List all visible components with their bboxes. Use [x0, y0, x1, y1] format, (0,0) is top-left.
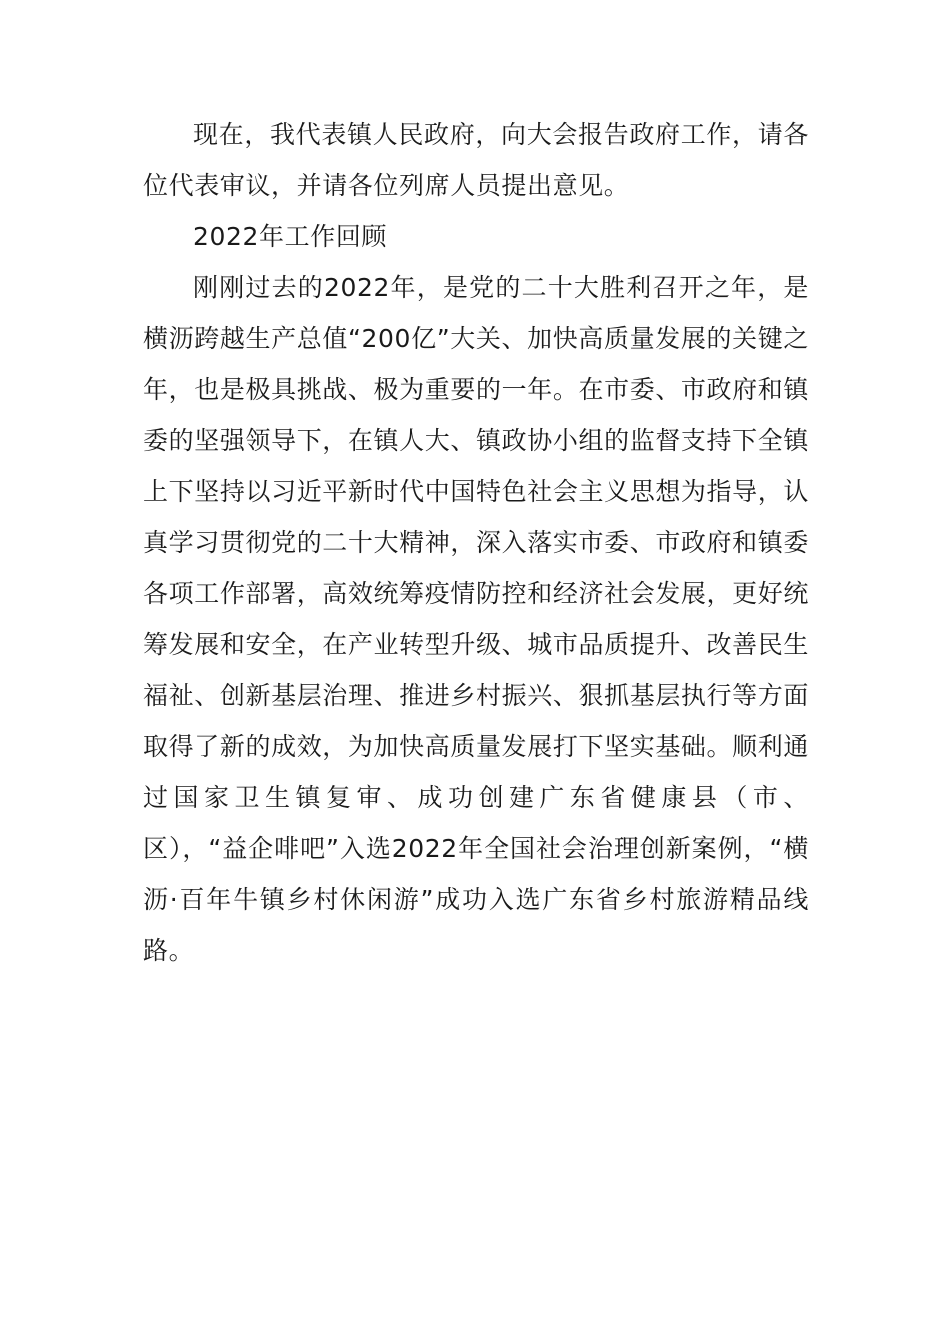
document-body [143, 109, 809, 976]
paragraph-review: 刚刚过去的2022年，是党的二十大胜利召开之年，是横沥跨越生产总值“200亿”大关、加快高质量发展的关键之年，也是极具挑战、极为重要的一年。在市委、市政府和镇委的坚强领导下，在镇人大、镇政协小组的监督支持下全镇上下坚持以习近平新时代中国特色社会主义思想为指导，认真学习贯彻党的二十大精神，深入落实市委、市政府和镇委各项工作部署，高效统筹疫情防控和经济社会发展，更好统筹发展和安全，在产业转型升级、城市品质提升、改善民生福祉、创新基层治理、推进乡村振兴、狠抓基层执行等方面取得了新的成效，为加快高质量发展打下坚实基础。顺利通过国家卫生镇复审、成功创建广东省健康县（市、区），“益企啡吧”入选2022年全国社会治理创新案例，“横沥·百年牛镇乡村休闲游”成功入选广东省乡村旅游精品线路。 [143, 273, 809, 965]
paragraph-intro: 现在，我代表镇人民政府，向大会报告政府工作，请各位代表审议，并请各位列席人员提出意见。 [143, 120, 809, 200]
section-heading: 2022年工作回顾 [193, 222, 388, 251]
